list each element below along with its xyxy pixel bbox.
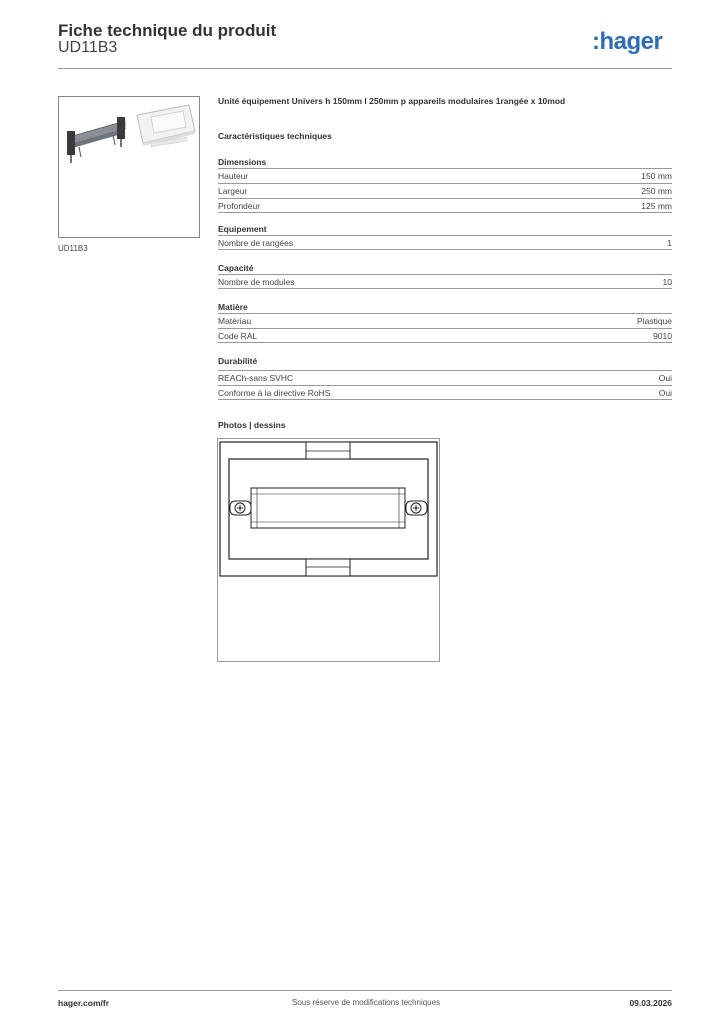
hager-logo: :hager [592, 28, 663, 55]
spec-row-materiau [218, 313, 672, 328]
spec-value: 10 [662, 277, 672, 287]
spec-label: Nombre de rangées [218, 238, 294, 248]
spec-row-hauteur [218, 168, 672, 183]
product-description: Unité équipement Univers h 150mm l 250mm p appareils modulaires 1rangée x 10mod [218, 96, 566, 106]
spec-value: Plastique [637, 316, 672, 326]
spec-label: Matériau [218, 316, 252, 326]
front-view-drawing [217, 438, 440, 662]
spec-label: Profondeur [218, 201, 261, 211]
spec-row-profondeur [218, 198, 672, 213]
spec-value: 9010 [653, 331, 672, 341]
product-thumbnail [58, 96, 200, 238]
spec-row-largeur [218, 183, 672, 198]
footer-date: 09.03.2026 [629, 998, 672, 1008]
spec-row-rangees [218, 235, 672, 250]
page-title: Fiche technique du produit [58, 21, 277, 40]
technical-drawing [217, 438, 440, 662]
spec-value: 150 mm [641, 171, 672, 181]
spec-value: Oui [658, 388, 672, 398]
product-reference: UD11B3 [58, 39, 118, 56]
footer-disclaimer: Sous réserve de modifications techniques [292, 998, 441, 1007]
spec-row-rohs [218, 385, 672, 400]
spec-label: Largeur [218, 186, 248, 196]
spec-value: 125 mm [641, 201, 672, 211]
spec-label: REACh-sans SVHC [218, 373, 294, 383]
spec-label: Conforme à la directive RoHS [218, 388, 331, 398]
thumbnail-caption: UD11B3 [58, 244, 88, 253]
group-title-capacite: Capacité [218, 263, 254, 273]
group-title-dimensions: Dimensions [218, 157, 267, 167]
spec-label: Nombre de modules [218, 277, 295, 287]
spec-value: 250 mm [641, 186, 672, 196]
spec-row-modules [218, 274, 672, 289]
spec-value: 1 [667, 238, 672, 248]
footer-divider [58, 990, 672, 991]
group-title-matiere: Matière [218, 302, 248, 312]
photos-title: Photos | dessins [218, 420, 286, 430]
section-title: Caractéristiques techniques [218, 131, 332, 141]
spec-value: Oui [658, 373, 672, 383]
spec-row-code-ral [218, 328, 672, 343]
group-title-equipement: Equipement [218, 224, 267, 234]
spec-label: Hauteur [218, 171, 249, 181]
group-title-durabilite: Durabilité [218, 356, 258, 366]
footer-website-link[interactable]: hager.com/fr [58, 998, 110, 1008]
spec-label: Code RAL [218, 331, 258, 341]
spec-row-reach [218, 370, 672, 385]
product-photo-image [59, 97, 199, 237]
header-divider [58, 68, 672, 69]
